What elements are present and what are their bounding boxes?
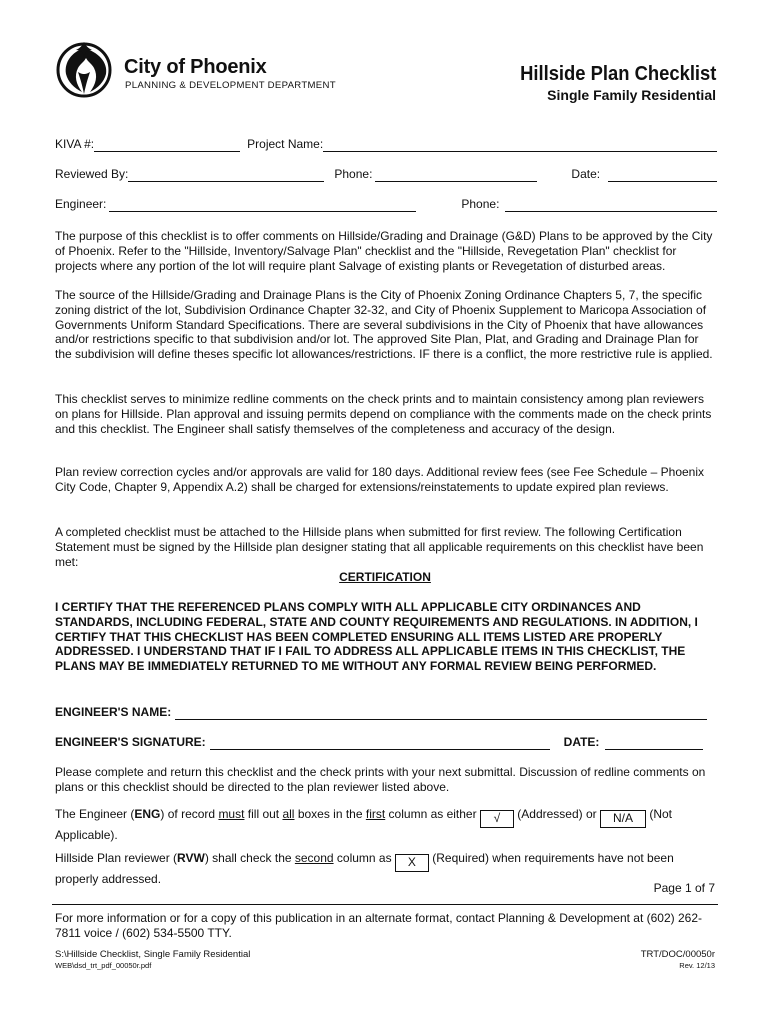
eng-first: first: [365, 807, 386, 821]
eng-must: must: [218, 807, 245, 821]
page-number: Page 1 of 7: [653, 881, 715, 895]
eng-text: Applicable).: [55, 828, 118, 842]
rvw-text: properly addressed.: [55, 872, 162, 886]
reviewed-by-field[interactable]: [128, 170, 324, 182]
date-label: Date:: [571, 167, 601, 182]
instructions-paragraph: Please complete and return this checklist and the check prints with your next submittal. Discussion of redline comments on plans or this checklist should be directed to the plan reviewer listed above.: [55, 765, 706, 794]
reviewer-phone-label: Phone:: [334, 167, 373, 182]
certification-statement: I CERTIFY THAT THE REFERENCED PLANS COMPLY WITH ALL APPLICABLE CITY ORDINANCES AND STANDARDS, INCLUDING FEDERAL, STATE AND COUNTY REQUIREMENTS AND REGULATIONS. IN ADDITION, I CERTIFY THAT THIS CHECKLIST HAS BEEN COMPLETED ENSURING ALL ITEMS LISTED ARE PROPERLY ADDRESSED. I UNDERSTAND THAT IF I FAIL TO ADDRESS ALL APPLICABLE ITEMS IN THIS CHECKLIST, THE PLANS MAY BE IMMEDIATELY RETURNED TO ME WITHOUT ANY FORMAL REVIEW BEING PERFORMED.: [55, 600, 698, 674]
project-name-label: Project Name:: [247, 137, 324, 152]
source-paragraph: The source of the Hillside/Grading and Drainage Plans is the City of Phoenix Zoning Ordinance Chapters 5, 7, the specific zoning district of the lot, Subdivision Ordinance Chapter 32-32, and City of Phoenix Supplement to Maricopa Association of Governments Uniform Standard Specifications. There are several subdivisions in the City of Phoenix that have allowances and/or restrictions specific to that subdivision and/or lot. The approved Site Plan, Plat, and Grading and Drainage Plan for the subdivision will define theses specific lot allowances/restrictions. IF there is a conflict, the more restrictive rule is applied.: [55, 288, 713, 362]
eng-text: (Addressed) or: [513, 807, 600, 821]
engineer-instructions: [55, 807, 717, 843]
signature-date-field[interactable]: [605, 738, 703, 750]
reviewed-by-label: Reviewed By:: [55, 167, 129, 182]
reviewer-row: [55, 166, 717, 182]
engineer-phone-label: Phone:: [461, 197, 500, 212]
document-title: Hillside Plan Checklist: [519, 63, 716, 85]
rvw-abbr: RVW: [177, 851, 205, 865]
certification-heading: CERTIFICATION: [339, 570, 431, 584]
engineer-signature-field[interactable]: [210, 738, 550, 750]
rvw-text: Hillside Plan reviewer (: [55, 851, 178, 865]
redline-paragraph: This checklist serves to minimize redline comments on the check prints and to maintain consistency among plan reviewers on plans for Hillside. Plan approval and issuing permits depend on compliance with the comments made on the check prints and this checklist. The Engineer shall satisfy themselves of the completeness and accuracy of the design.: [55, 392, 712, 436]
engineer-label: Engineer:: [55, 197, 107, 212]
engineer-phone-field[interactable]: [505, 200, 717, 212]
eng-text: fill out: [244, 807, 283, 821]
engineer-signature-row: [55, 734, 717, 750]
purpose-paragraph: The purpose of this checklist is to offer comments on Hillside/Grading and Drainage (G&D) Plans to be approved by the City of Phoenix. Refer to the "Hillside, Inventory/Salvage Plan" checklist and the "Hillside, Revegetation Plan" checklist for projects where any portion of the lot will require plant Salvage of existing plants or Revegetation of disturbed areas.: [55, 229, 713, 273]
reviewer-instructions: [55, 851, 717, 887]
engineer-row: [55, 196, 717, 212]
rvw-text: column as: [333, 851, 395, 865]
web-path: WEB\dsd_trt_pdf_00050r.pdf: [55, 961, 152, 970]
eng-text: column as either: [385, 807, 480, 821]
kiva-project-row: [55, 136, 717, 152]
addressed-box: √: [480, 810, 514, 828]
document-code: TRT/DOC/00050r: [640, 949, 715, 960]
eng-text: boxes in the: [294, 807, 366, 821]
file-path: S:\Hillside Checklist, Single Family Residential: [55, 949, 251, 960]
engineer-name-field[interactable]: [175, 708, 707, 720]
contact-paragraph: For more information or for a copy of this publication in an alternate format, contact Planning & Development at (602) 262-7811 voice / (602) 534-5500 TTY.: [55, 911, 703, 940]
kiva-field[interactable]: [94, 140, 240, 152]
rvw-second: second: [294, 851, 334, 865]
completed-checklist-paragraph: A completed checklist must be attached to the Hillside plans when submitted for first review. The following Certification Statement must be signed by the Hillside plan designer stating that all applicable requirements on this checklist have been met:: [55, 525, 704, 569]
signature-date-label: DATE:: [563, 735, 600, 750]
engineer-signature-label: ENGINEER'S SIGNATURE:: [55, 735, 206, 750]
revision: Rev. 12/13: [679, 961, 715, 970]
phoenix-bird-logo-icon: [56, 38, 112, 98]
document-subtitle: Single Family Residential: [547, 87, 716, 103]
org-department: PLANNING & DEVELOPMENT DEPARTMENT: [125, 80, 336, 91]
reviewer-phone-field[interactable]: [375, 170, 537, 182]
date-field[interactable]: [608, 170, 717, 182]
rvw-text: (Required) when requirements have not been: [428, 851, 674, 865]
engineer-field[interactable]: [109, 200, 416, 212]
rvw-text: ) shall check the: [204, 851, 295, 865]
eng-all: all: [282, 807, 295, 821]
review-cycle-paragraph: Plan review correction cycles and/or approvals are valid for 180 days. Additional review fees (see Fee Schedule – Phoenix City Code, Chapter 9, Appendix A.2) shall be charged for extensions/reinstatements to update expired plan reviews.: [55, 465, 705, 494]
project-name-field[interactable]: [323, 140, 717, 152]
kiva-label: KIVA #:: [55, 137, 95, 152]
org-name: City of Phoenix: [124, 56, 267, 78]
engineer-name-label: ENGINEER'S NAME:: [55, 705, 172, 720]
eng-text: (Not: [645, 807, 672, 821]
eng-abbr: ENG: [134, 807, 161, 821]
eng-text: ) of record: [160, 807, 219, 821]
footer-divider: [52, 904, 718, 905]
engineer-name-row: [55, 704, 717, 720]
na-box: N/A: [600, 810, 646, 828]
eng-text: The Engineer (: [55, 807, 135, 821]
required-box: X: [395, 854, 429, 872]
